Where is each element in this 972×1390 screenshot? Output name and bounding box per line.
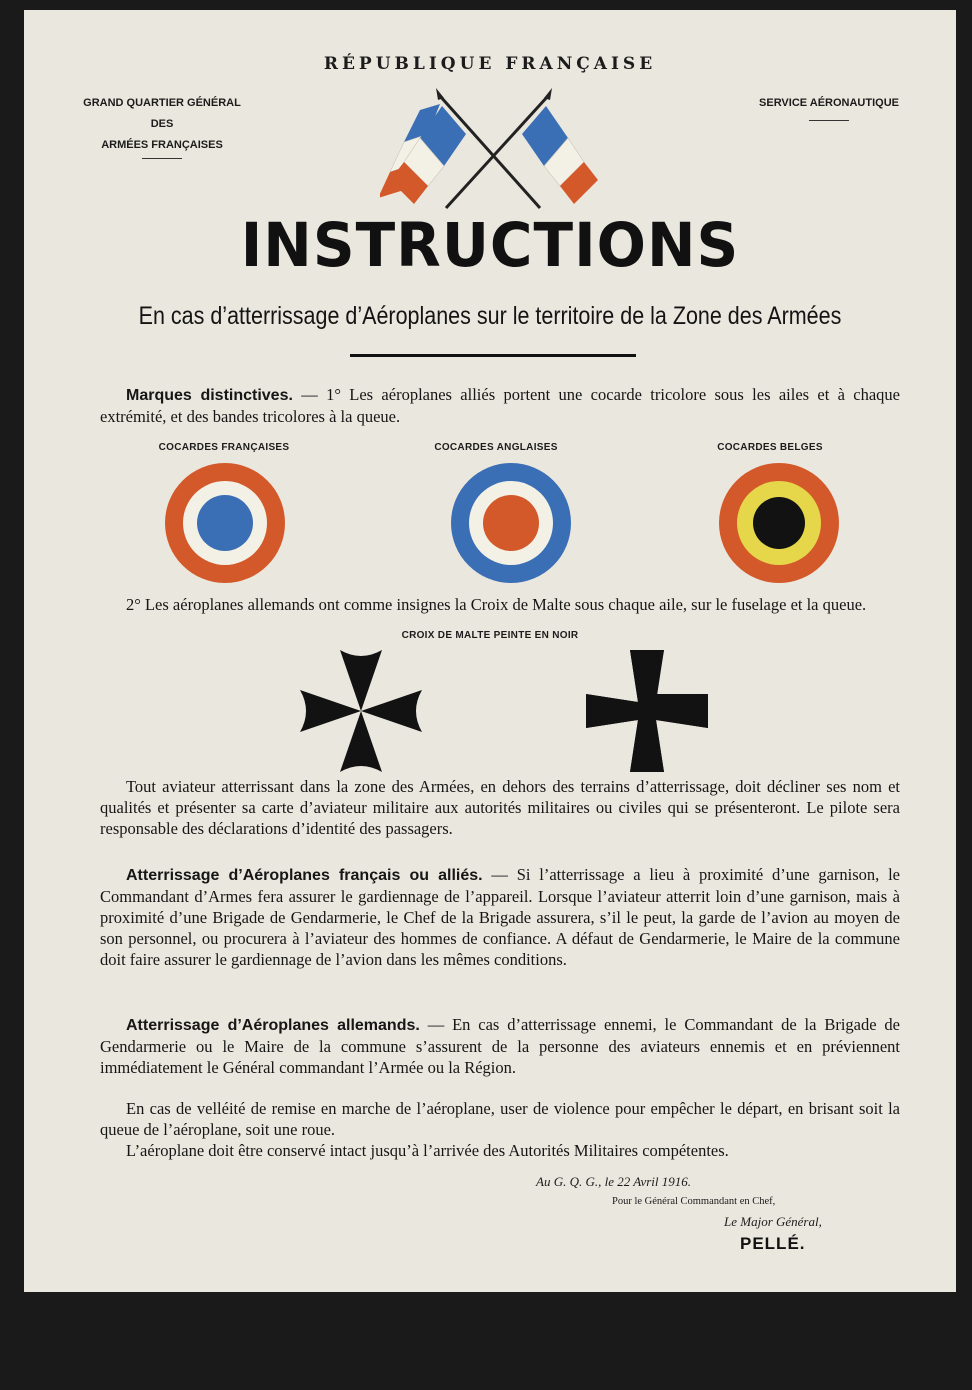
francais-text: — Si l’atterrissage a lieu à proximité d’une garnison, le Commandant d’Armes fera assurer le gardiennage de l’appareil. Lorsque l’aviateur atterrit loin d’une garnison, mais à proximité d’une Brigade de Gendarmerie, le Chef de la Brigade assurera, s’il le peut, la garde de l’avion au moyen de son personnel, ou procurera à l’aviateur des hommes de confiance. A défaut de Gendarmerie, le Maire de la commune doit faire assurer le gardiennage de l’avion dans les mêmes conditions. bbox=[100, 865, 900, 969]
poster-subtitle: En cas d’atterrissage d’Aéroplanes sur le territoire de la Zone des Armées bbox=[138, 302, 842, 330]
allemands-lead: Atterrissage d’Aéroplanes allemands. bbox=[126, 1017, 420, 1034]
flag-pole-right bbox=[446, 96, 548, 208]
signature-pour: Pour le Général Commandant en Chef, bbox=[612, 1196, 776, 1207]
flag-pole-right-tip bbox=[544, 88, 552, 100]
header-right-rule bbox=[809, 120, 849, 121]
header-left-line3: ARMÉES FRANÇAISES bbox=[101, 139, 223, 151]
cocarde-belge bbox=[718, 462, 840, 584]
francais-paragraph bbox=[100, 864, 900, 970]
cocarde-anglaise bbox=[450, 462, 572, 584]
header-right-line1: SERVICE AÉRONAUTIQUE bbox=[759, 97, 899, 109]
header-left-line1: GRAND QUARTIER GÉNÉRAL bbox=[83, 97, 241, 109]
allemands-paragraph bbox=[100, 1014, 900, 1078]
header-right bbox=[754, 92, 904, 121]
flag-pole-left bbox=[440, 96, 540, 208]
header-left bbox=[82, 92, 242, 159]
flag-pole-left-tip bbox=[436, 88, 444, 100]
marques-lead: Marques distinctives. bbox=[126, 387, 293, 404]
maltese-cross-straight bbox=[586, 650, 708, 772]
flag-right-main bbox=[522, 106, 598, 204]
cocarde-label-belge: COCARDES BELGES bbox=[717, 442, 823, 453]
signature-name: PELLÉ. bbox=[740, 1234, 806, 1253]
allemands-intro: 2° Les aéroplanes allemands ont comme insignes la Croix de Malte sous chaque aile, sur le fuselage et la queue. bbox=[126, 595, 867, 614]
republic-heading: RÉPUBLIQUE FRANÇAISE bbox=[323, 54, 657, 74]
cocarde-francaise bbox=[164, 462, 286, 584]
signature-role: Le Major Général, bbox=[724, 1214, 822, 1229]
cocarde-belge-inner bbox=[753, 497, 805, 549]
cocarde-label-francaise: COCARDES FRANÇAISES bbox=[158, 442, 290, 453]
maltese-cross-curved-shape bbox=[300, 650, 422, 772]
cocarde-label-anglaise: COCARDES ANGLAISES bbox=[434, 442, 558, 453]
marques-text: — 1° Les aéroplanes alliés portent une cocarde tricolore sous les ailes et à chaque extrémité, et des bandes tricolores à la queue. bbox=[100, 385, 901, 426]
header-left-rule bbox=[142, 158, 182, 159]
francais-lead: Atterrissage d’Aéroplanes français ou alliés. bbox=[126, 867, 483, 884]
header-left-line2: DES bbox=[150, 118, 174, 130]
signature-date: Au G. Q. G., le 22 Avril 1916. bbox=[536, 1174, 692, 1189]
crossed-flags-emblem bbox=[380, 82, 604, 212]
cocarde-anglaise-inner bbox=[483, 495, 539, 551]
maltese-cross-curved bbox=[300, 650, 422, 772]
allemands-paragraph-2: En cas de velléité de remise en marche de l’aéroplane, user de violence pour empêcher le départ, en brisant soit la queue de l’aéroplane, soit une roue. bbox=[100, 1099, 900, 1139]
marques-paragraph bbox=[100, 384, 900, 427]
title-rule bbox=[350, 354, 636, 357]
allemands-paragraph-3: L’aéroplane doit être conservé intact jusqu’à l’arrivée des Autorités Militaires compétentes. bbox=[126, 1141, 729, 1160]
allemands-text: — En cas d’atterrissage ennemi, le Commandant de la Brigade de Gendarmerie ou le Maire de la commune s’assurent de la personne des aviateurs ennemis et en préviennent immédiatement le Général commandant l’Armée ou la Région. bbox=[100, 1015, 900, 1077]
poster bbox=[24, 10, 956, 1292]
cocarde-francaise-inner bbox=[197, 495, 253, 551]
poster-title: INSTRUCTIONS bbox=[240, 209, 740, 281]
aviateur-paragraph: Tout aviateur atterrissant dans la zone des Armées, en dehors des terrains d’atterrissage, doit décliner ses nom et qualités et présenter sa carte d’aviateur militaire aux autorités militaires ou civiles qui se présenteront. Le pilote sera responsable des déclarations d’identité des passagers. bbox=[100, 777, 900, 838]
croix-caption: CROIX DE MALTE PEINTE EN NOIR bbox=[401, 630, 579, 641]
